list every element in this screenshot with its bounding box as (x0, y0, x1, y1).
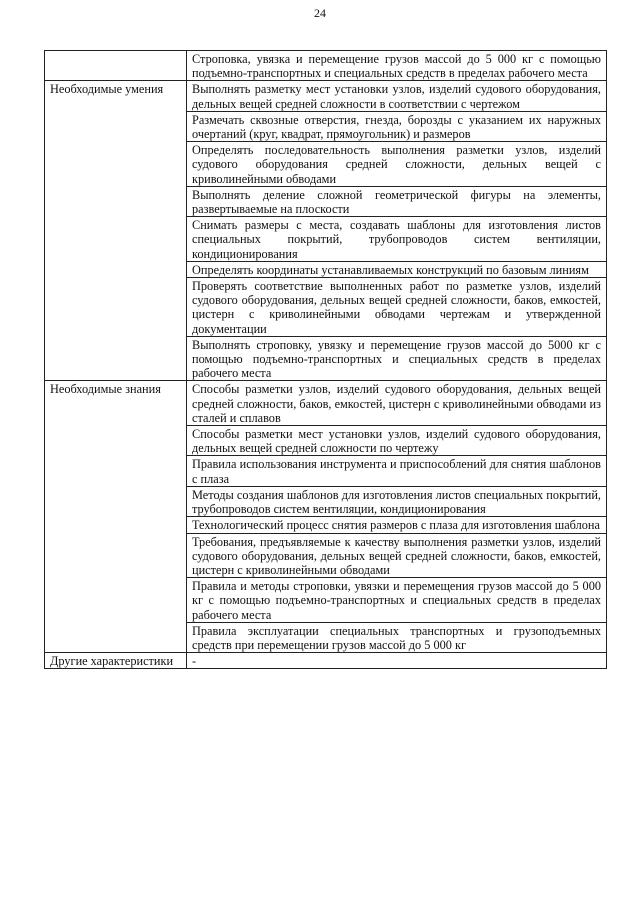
row-label-other: Другие характеристики (45, 653, 187, 669)
table-cell: Размечать сквозные отверстия, гнезда, борозды с указанием их наружных очертаний (круг, квадрат, прямоугольник) и размеров (187, 111, 607, 141)
table-cell: Проверять соответствие выполненных работ по разметке узлов, изделий судового оборудования, дельных вещей средней сложности, баков, емкостей, цистерн с криволинейными обводами чертежам и утвержденной документации (187, 278, 607, 337)
table-cell: Правила и методы строповки, увязки и перемещения грузов массой до 5 000 кг с помощью подъемно-транспортных и специальных средств в пределах рабочего места (187, 578, 607, 623)
page-number: 24 (314, 6, 326, 20)
table-row (45, 51, 607, 81)
table-cell: Технологический процесс снятия размеров с плаза для изготовления шаблона (187, 517, 607, 533)
table-row (45, 653, 607, 669)
table-cell: Снимать размеры с места, создавать шаблоны для изготовления листов специальных покрытий, трубопроводов систем вентиляции, кондиционирования (187, 217, 607, 262)
table-row (45, 381, 607, 426)
table-cell: Правила использования инструмента и приспособлений для снятия шаблонов с плаза (187, 456, 607, 486)
table-cell: Способы разметки узлов, изделий судового оборудования, дельных вещей средней сложности, баков, емкостей, цистерн с криволинейными обводами из сталей и сплавов (187, 381, 607, 426)
table-cell: Методы создания шаблонов для изготовления листов специальных покрытий, трубопроводов систем вентиляции, кондиционирования (187, 486, 607, 516)
table-cell: Определять координаты устанавливаемых конструкций по базовым линиям (187, 261, 607, 277)
table-cell: Способы разметки мест установки узлов, изделий судового оборудования, дельных вещей средней сложности по чертежу (187, 426, 607, 456)
table-row (45, 81, 607, 111)
table-cell: - (187, 653, 607, 669)
row-label-knowledge: Необходимые знания (45, 381, 187, 653)
table-cell: Требования, предъявляемые к качеству выполнения разметки узлов, изделий судового оборудования, дельных вещей средней сложности, баков, емкостей, цистерн с криволинейными обводами (187, 533, 607, 578)
row-label (45, 51, 187, 81)
table-cell: Определять последовательность выполнения разметки узлов, изделий судового оборудования средней сложности, дельных вещей с криволинейными обводами (187, 142, 607, 187)
table-cell: Выполнять деление сложной геометрической фигуры на элементы, развертываемые на плоскости (187, 186, 607, 216)
table-cell: Правила эксплуатации специальных транспортных и грузоподъемных средств при перемещении грузов массой до 5 000 кг (187, 622, 607, 652)
table-cell: Выполнять строповку, увязку и перемещение грузов массой до 5000 кг с помощью подъемно-транспортных и специальных средств в пределах рабочего места (187, 336, 607, 381)
table-cell: Выполнять разметку мест установки узлов, изделий судового оборудования, дельных вещей средней сложности в соответствии с чертежом (187, 81, 607, 111)
requirements-table (44, 50, 607, 669)
table-cell: Строповка, увязка и перемещение грузов массой до 5 000 кг с помощью подъемно-транспортных и специальных средств в пределах рабочего места (187, 51, 607, 81)
row-label-skills: Необходимые умения (45, 81, 187, 381)
